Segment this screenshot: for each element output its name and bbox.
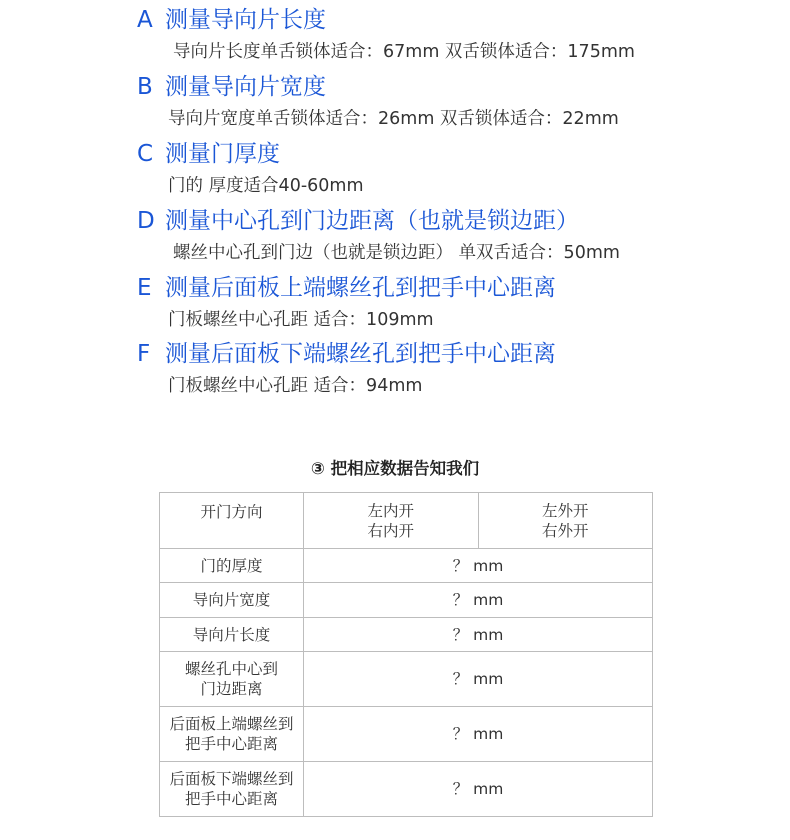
step-description: 门的 厚度适合40-60mm [168, 176, 364, 196]
step-letter: B [137, 74, 153, 100]
step-letter: D [137, 208, 155, 234]
step-title: 测量后面板下端螺丝孔到把手中心距离 [165, 341, 556, 367]
row-value: ？ mm [304, 583, 653, 618]
row-label-line: 门的厚度 [200, 556, 263, 575]
row-label [160, 618, 304, 652]
row-label-line: 导向片长度 [192, 625, 271, 644]
row-value: ？ mm [304, 549, 653, 583]
row-label-line: 门边距离 [200, 680, 263, 698]
inward-opening-cell [304, 493, 479, 549]
row-label-line: 把手中心距离 [184, 735, 278, 753]
row-value: ？ mm [304, 707, 653, 762]
step-letter: F [137, 341, 151, 367]
row-label [160, 549, 304, 583]
step-letter: E [137, 275, 152, 301]
step-heading [137, 274, 556, 302]
step-letter: A [137, 7, 153, 33]
row-label-line: 后面板下端螺丝到 [169, 770, 294, 788]
table-row [160, 762, 653, 817]
row-value: ？ mm [304, 652, 653, 707]
table-row [160, 583, 653, 618]
step-title: 测量门厚度 [165, 141, 280, 167]
option-right-outward: 右外开 [541, 521, 589, 540]
row-label-line: 把手中心距离 [184, 790, 278, 808]
step-letter: C [137, 141, 154, 167]
step-heading [137, 207, 620, 235]
option-left-inward: 左内开 [367, 501, 414, 520]
row-label [160, 707, 304, 762]
option-left-outward: 左外开 [541, 501, 589, 520]
step-d [137, 207, 620, 265]
row-label-line: 螺丝孔中心到 [184, 660, 278, 678]
step-heading [137, 340, 556, 368]
row-label-line: 导向片宽度 [192, 591, 271, 609]
table-header-row [160, 493, 653, 549]
step-title: 测量导向片长度 [165, 7, 326, 33]
table-row [160, 618, 653, 652]
row-value: ？ mm [304, 762, 653, 817]
step-f [137, 340, 556, 398]
row-label [160, 652, 304, 707]
step-description: 门板螺丝中心孔距 适合：94mm [168, 376, 423, 396]
door-direction-label: 开门方向 [160, 493, 304, 549]
step-title: 测量中心孔到门边距离（也就是锁边距） [165, 208, 579, 234]
table-row [160, 707, 653, 762]
step-heading [137, 140, 364, 168]
row-label [160, 762, 304, 817]
table-title: ③ 把相应数据告知我们 [310, 459, 480, 478]
step-description: 螺丝中心孔到门边（也就是锁边距） 单双舌适合：50mm [173, 243, 620, 263]
step-description: 导向片宽度单舌锁体适合：26mm 双舌锁体适合：22mm [168, 109, 619, 129]
step-description: 导向片长度单舌锁体适合：67mm 双舌锁体适合：175mm [173, 42, 635, 62]
table-row [160, 652, 653, 707]
step-c [137, 140, 364, 198]
step-b [137, 73, 619, 131]
table-row [160, 549, 653, 583]
step-title: 测量后面板上端螺丝孔到把手中心距离 [165, 275, 556, 301]
measurement-table [159, 492, 653, 817]
row-label [160, 583, 304, 618]
outward-opening-cell [478, 493, 653, 549]
row-label-line: 后面板上端螺丝到 [169, 715, 294, 733]
step-a [137, 6, 635, 64]
row-value: ？ mm [304, 618, 653, 652]
option-right-inward: 右内开 [367, 521, 414, 540]
step-description: 门板螺丝中心孔距 适合：109mm [168, 310, 434, 330]
step-title: 测量导向片宽度 [165, 74, 326, 100]
step-heading [137, 6, 635, 34]
step-heading [137, 73, 619, 101]
step-e [137, 274, 556, 332]
